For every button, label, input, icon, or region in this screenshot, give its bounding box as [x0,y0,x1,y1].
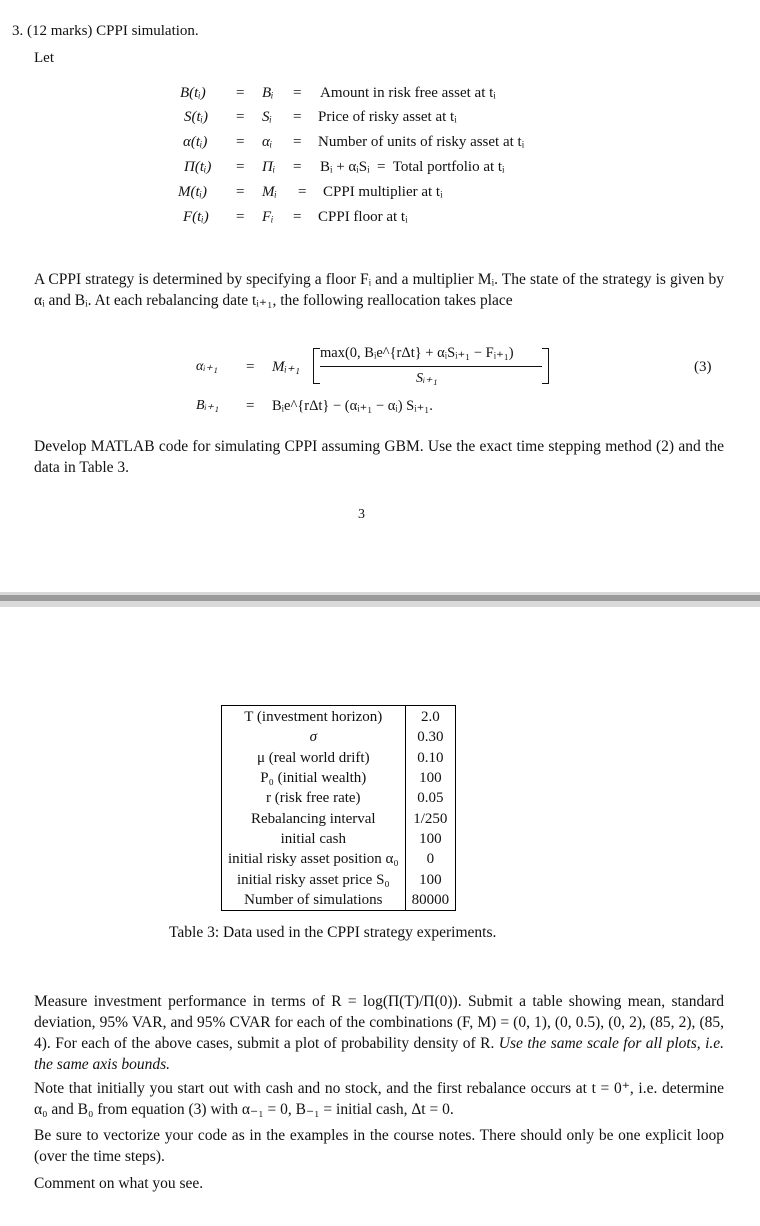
table-label: initial risky asset price S₀ [222,869,406,889]
page-2 [0,607,760,1226]
def-eq: = [236,85,245,101]
table-value: 100 [419,830,442,847]
def-desc: CPPI multiplier at tᵢ [323,184,443,200]
def-eq: = [236,209,245,225]
table-value: 0 [426,851,435,868]
def-eq2: = [293,109,302,125]
table-value: 2.0 [420,708,440,725]
paragraph-vectorize: Be sure to vectorize your code as in the examples in the course notes. There should only be one explicit loop (over the time steps). [34,1127,724,1165]
eq-denominator: Sᵢ₊₁ [416,371,438,386]
def-eq2: = [293,134,302,150]
eq-numerator: max(0, Bᵢe^{rΔt} + αᵢSᵢ₊₁ − Fᵢ₊₁) [320,345,514,361]
table-label: initial cash [222,829,406,849]
def-eq: = [236,159,245,175]
measure-text: Measure investment performance in terms of R = log(Π(T)/Π(0)). Submit a table showing mean, standard deviation, 95% VAR, and 95% CVAR for each of the combinations (F, M) = (0, 1), (0, 0.5), (0, 2), (85, 2), (85, 4). For each of the above cases, submit a plot of probability density of R. [34,993,724,1052]
def-lhs: α(tᵢ) [183,134,208,150]
table-caption: Table 3: Data used in the CPPI strategy experiments. [169,924,497,941]
measure-italic-note: Use the same scale for all plots, i.e. the same axis bounds. [34,1035,725,1073]
question-header: 3. (12 marks) CPPI simulation. [12,23,199,39]
table-label: T (investment horizon) [222,706,406,728]
def-sym: Fᵢ [262,209,274,225]
def-lhs: Π(tᵢ) [184,159,212,175]
eq-b-lhs: Bᵢ₊₁ [196,398,220,413]
table-value: 0.10 [417,749,444,766]
def-lhs: S(tᵢ) [184,109,209,125]
table-label: r (risk free rate) [222,788,406,808]
fraction-line [320,366,542,367]
eq-alpha-lhs: αᵢ₊₁ [196,359,218,374]
table-value: 0.05 [417,790,444,807]
paragraph-develop: Develop MATLAB code for simulating CPPI assuming GBM. Use the exact time stepping method (2) and the data in Table 3. [34,438,724,476]
table-row [222,748,456,768]
right-ceil-bracket [542,348,549,384]
table-label: Rebalancing interval [222,808,406,828]
table-value: 100 [419,770,442,787]
separator-bar [0,595,760,601]
page-1 [0,0,760,592]
table-row [222,768,456,788]
eq-b-rhs: Bᵢe^{rΔt} − (αᵢ₊₁ − αᵢ) Sᵢ₊₁. [272,398,433,414]
def-eq2: = [298,184,307,200]
table-label: μ (real world drift) [222,748,406,768]
table-row [222,829,456,849]
table-row [222,706,456,728]
def-sym: αᵢ [262,134,273,150]
def-lhs: F(tᵢ) [183,209,209,225]
table-value: 0.30 [417,729,444,746]
def-sym: Bᵢ [262,85,274,101]
def-desc: CPPI floor at tᵢ [318,209,408,225]
def-sym: Πᵢ [262,159,276,175]
table-row [222,849,456,869]
table-label: P₀ (initial wealth) [222,768,406,788]
table-row [222,890,456,911]
table-value: 80000 [411,891,450,908]
def-lhs: M(tᵢ) [178,184,208,200]
eq-multiplier: Mᵢ₊₁ [272,359,301,375]
table-row [222,727,456,747]
def-eq: = [236,109,245,125]
table-value: 1/250 [413,810,448,827]
def-desc: Number of units of risky asset at tᵢ [318,134,525,150]
equation-number: (3) [694,359,712,375]
paragraph-note: Note that initially you start out with cash and no stock, and the first rebalance occurs at t = 0⁺, i.e. determine α₀ and B₀ from equation (3) with α₋₁ = 0, B₋₁ = initial cash, Δt = 0. [34,1080,724,1118]
def-eq2: = [293,85,302,101]
def-desc: Bᵢ + αᵢSᵢ = Total portfolio at tᵢ [320,159,505,175]
def-desc: Price of risky asset at tᵢ [318,109,457,125]
def-sym: Sᵢ [262,109,272,125]
paragraph-measure [34,991,724,1075]
table-label: initial risky asset position α₀ [222,849,406,869]
paragraph-comment: Comment on what you see. [34,1175,204,1192]
page-number: 3 [358,507,365,522]
def-eq: = [236,184,245,200]
left-ceil-bracket [313,348,320,384]
def-eq2: = [293,209,302,225]
def-eq2: = [293,159,302,175]
table-row [222,788,456,808]
eq-equals: = [246,359,255,375]
def-desc: Amount in risk free asset at tᵢ [320,85,496,101]
eq-equals-2: = [246,398,255,414]
page-separator [0,592,760,607]
parameters-table [221,705,456,911]
def-sym: Mᵢ [262,184,277,200]
def-lhs: B(tᵢ) [180,85,206,101]
table-row [222,808,456,828]
table-label: Number of simulations [222,890,406,911]
let-label: Let [34,50,54,66]
table-row [222,869,456,889]
def-eq: = [236,134,245,150]
table-value: 100 [419,871,442,888]
table-label: σ [222,727,406,747]
paragraph-strategy: A CPPI strategy is determined by specifying a floor Fᵢ and a multiplier Mᵢ. The state of the strategy is given by αᵢ and Bᵢ. At each rebalancing date tᵢ₊₁, the following reallocation takes place [34,271,724,309]
